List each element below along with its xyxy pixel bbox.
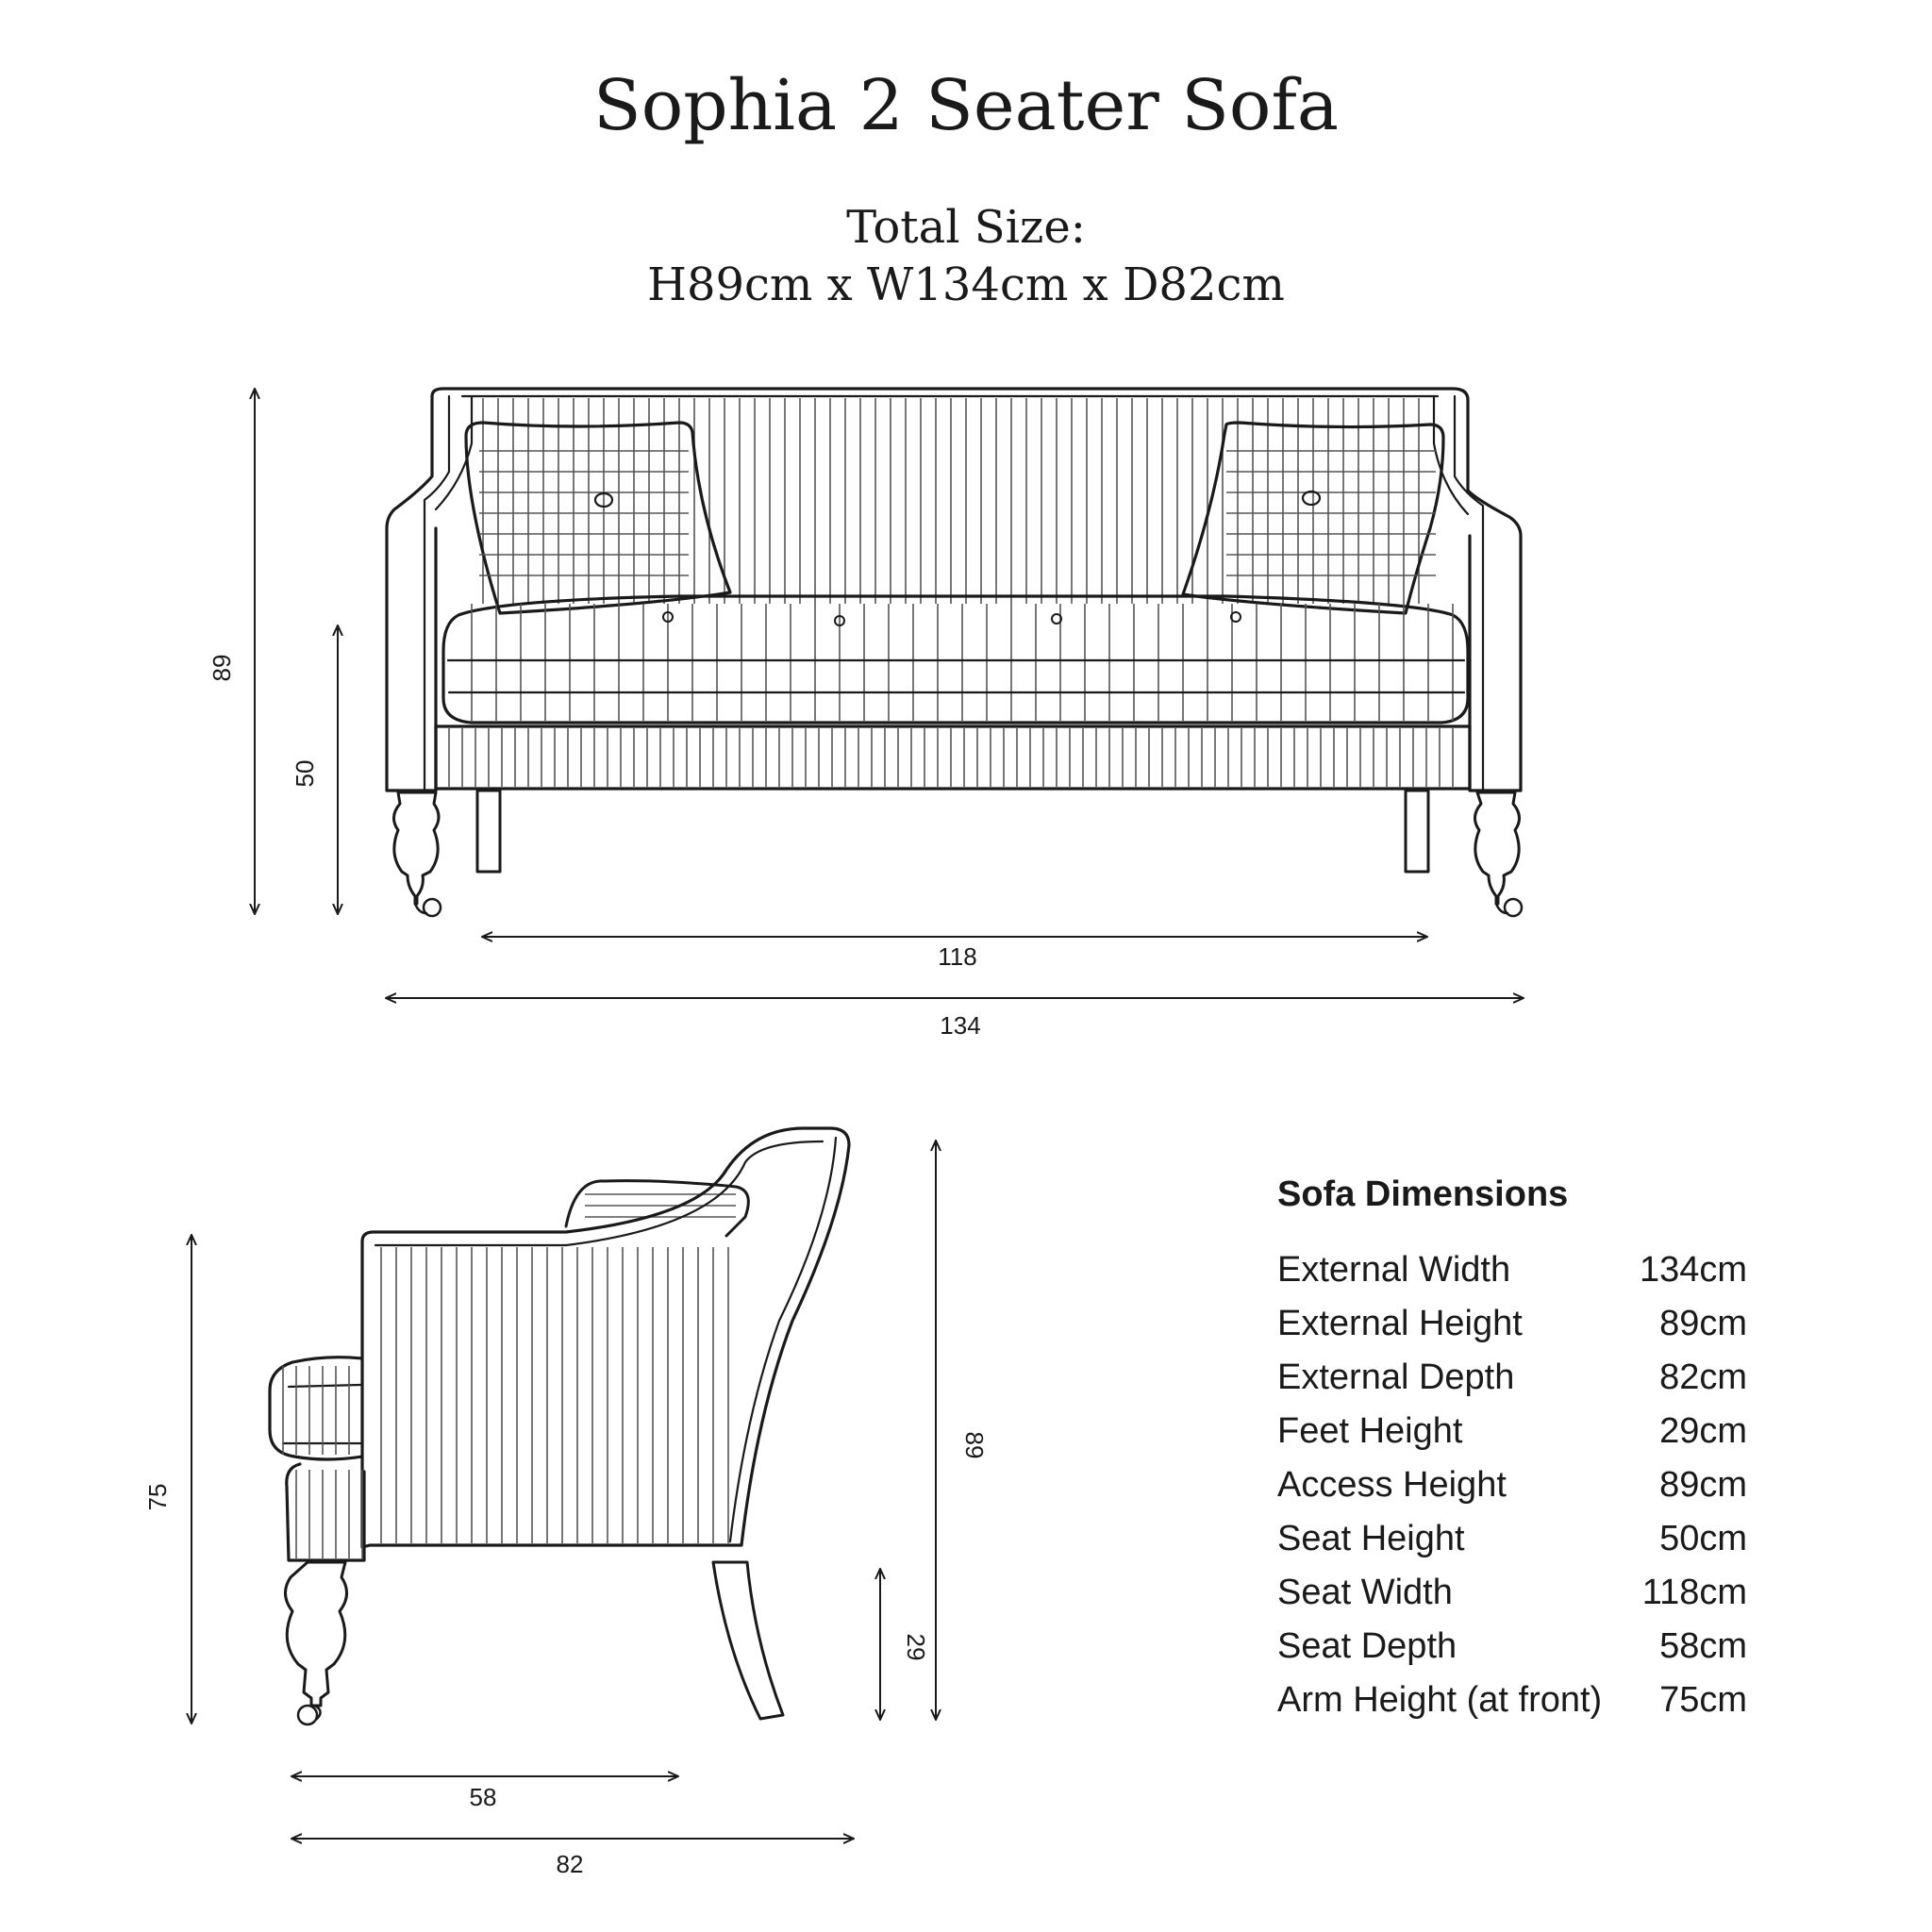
dimensions-rows: [1277, 1250, 1747, 1720]
side-arm-height-label: 75: [143, 1483, 172, 1511]
dimension-row-value: 134cm: [1639, 1250, 1747, 1290]
dimension-row-label: Access Height: [1277, 1465, 1507, 1505]
side-feet-height-label: 29: [902, 1633, 930, 1661]
page-title: Sophia 2 Seater Sofa: [593, 65, 1339, 146]
front-left-leg: [393, 792, 441, 916]
dimension-row-value: 50cm: [1659, 1519, 1747, 1558]
front-seat-width-label: 118: [938, 942, 977, 971]
front-right-leg: [1474, 792, 1522, 916]
side-external-depth-label: 82: [556, 1850, 584, 1878]
front-seat-height-label: 50: [291, 759, 319, 788]
dimensions-table-title: Sofa Dimensions: [1277, 1174, 1569, 1214]
sofa-front-view: [387, 389, 1522, 916]
dimension-row-value: 29cm: [1659, 1411, 1747, 1451]
dimension-row-label: Seat Height: [1277, 1519, 1465, 1558]
dimension-row-value: 75cm: [1659, 1680, 1747, 1720]
side-seat-depth-label: 58: [469, 1783, 497, 1811]
dimension-row-value: 82cm: [1659, 1357, 1747, 1397]
dimensions-table: [1277, 1174, 1747, 1720]
dimension-row-value: 118cm: [1641, 1573, 1747, 1612]
left-cushion-stripes: [479, 451, 689, 575]
dimension-row-label: External Height: [1277, 1304, 1523, 1343]
side-arm-stripes: [283, 1366, 349, 1455]
dimension-row-value: 89cm: [1659, 1304, 1747, 1343]
front-height-label: 89: [208, 654, 236, 682]
total-size-value: H89cm x W134cm x D82cm: [647, 258, 1285, 311]
dimension-row-label: Feet Height: [1277, 1411, 1463, 1451]
dimension-row-label: External Depth: [1277, 1357, 1515, 1397]
side-front-leg: [285, 1562, 346, 1724]
seat-stripes: [472, 604, 1453, 721]
dimension-row-value: 58cm: [1659, 1626, 1747, 1666]
dimension-row-label: Seat Depth: [1277, 1626, 1457, 1666]
base-stripes: [449, 728, 1453, 787]
side-front-stripes: [296, 1470, 362, 1558]
front-back-stripes: [483, 398, 1419, 604]
dimension-row-label: Seat Width: [1277, 1573, 1453, 1612]
side-total-height-label: 89: [960, 1431, 989, 1459]
dimension-row-value: 89cm: [1659, 1465, 1747, 1505]
side-body-stripes: [381, 1247, 728, 1543]
dimension-row-label: External Width: [1277, 1250, 1511, 1290]
dimension-row-label: Arm Height (at front): [1277, 1680, 1603, 1720]
front-external-width-label: 134: [940, 1011, 981, 1040]
sofa-side-view: [270, 1128, 849, 1724]
total-size-label: Total Size:: [846, 201, 1086, 254]
